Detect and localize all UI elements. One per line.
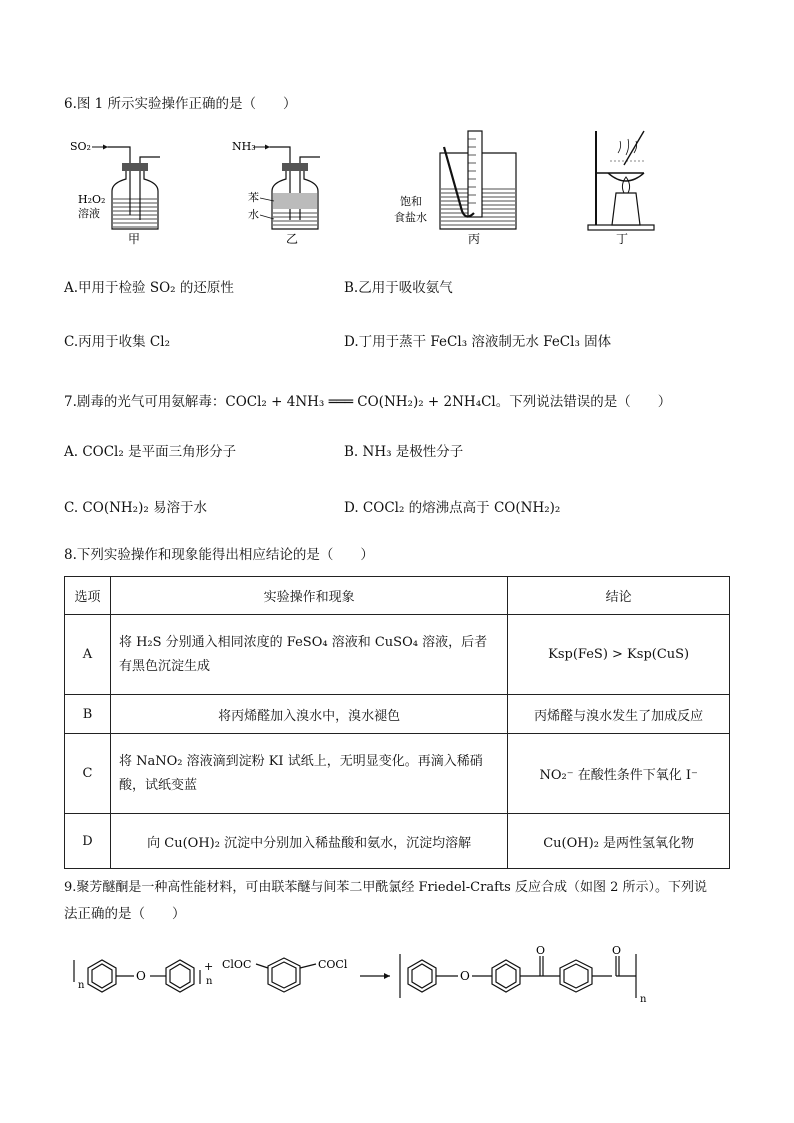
header-conclusion: 结论 bbox=[508, 577, 730, 615]
label-water: 水 bbox=[248, 208, 259, 221]
scheme-o3: O bbox=[536, 944, 546, 957]
row-conclusion: Ksp(FeS) > Ksp(CuS) bbox=[508, 615, 730, 695]
row-option: B bbox=[65, 695, 111, 734]
apparatus-ding bbox=[588, 131, 654, 246]
table-row bbox=[65, 814, 730, 869]
apparatus-yi bbox=[232, 140, 320, 246]
q9-reaction-scheme bbox=[64, 940, 664, 1010]
table-row bbox=[65, 734, 730, 814]
label-h2o2: H₂O₂ bbox=[78, 193, 106, 206]
label-ding: 丁 bbox=[616, 232, 629, 246]
row-conclusion: 丙烯醛与溴水发生了加成反应 bbox=[508, 695, 730, 734]
scheme-cocl: COCl bbox=[318, 958, 348, 971]
apparatus-jia bbox=[70, 140, 160, 246]
q6-stem: 6.图 1 所示实验操作正确的是（ ） bbox=[64, 96, 297, 112]
q6-option-a: A.甲用于检验 SO₂ 的还原性 bbox=[64, 280, 234, 296]
label-yi: 乙 bbox=[286, 232, 299, 246]
scheme-cloc: ClOC bbox=[222, 958, 252, 971]
q6-option-d: D.丁用于蒸干 FeCl₃ 溶液制无水 FeCl₃ 固体 bbox=[344, 334, 612, 350]
label-saturated: 饱和 bbox=[400, 195, 422, 208]
scheme-n2: n bbox=[206, 976, 213, 987]
q7-option-a: A. COCl₂ 是平面三角形分子 bbox=[64, 444, 237, 460]
q7-option-d: D. COCl₂ 的熔沸点高于 CO(NH₂)₂ bbox=[344, 500, 561, 516]
label-benzene: 苯 bbox=[248, 191, 259, 204]
row-option: D bbox=[65, 814, 111, 869]
scheme-plus: + bbox=[204, 960, 214, 973]
table-row bbox=[65, 695, 730, 734]
scheme-o1: O bbox=[136, 969, 146, 983]
q6-option-c: C.丙用于收集 Cl₂ bbox=[64, 334, 170, 350]
row-operation: 将 NaNO₂ 溶液滴到淀粉 KI 试纸上，无明显变化。再滴入稀硝酸，试纸变蓝 bbox=[110, 734, 507, 814]
q6-apparatus-figure bbox=[64, 125, 684, 250]
row-operation: 将 H₂S 分别通入相同浓度的 FeSO₄ 溶液和 CuSO₄ 溶液，后者有黑色沉淀生成 bbox=[110, 615, 507, 695]
apparatus-bing bbox=[394, 131, 516, 246]
table-row bbox=[65, 615, 730, 695]
label-bing: 丙 bbox=[468, 232, 481, 246]
scheme-n1: n bbox=[78, 980, 85, 991]
label-brine: 食盐水 bbox=[394, 211, 427, 224]
header-operation: 实验操作和现象 bbox=[110, 577, 507, 615]
q9-stem-line1: 9.聚芳醚酮是一种高性能材料，可由联苯醚与间苯二甲酰氯经 Friedel-Crafts 反应合成（如图 2 所示）。下列说 bbox=[64, 880, 707, 895]
q9-stem-line2: 法正确的是（ ） bbox=[64, 906, 186, 922]
q6-option-b: B.乙用于吸收氨气 bbox=[344, 280, 453, 296]
q7-stem: 7.剧毒的光气可用氨解毒：COCl₂ + 4NH₃ ═══ CO(NH₂)₂ + 2NH₄Cl。下列说法错误的是（ ） bbox=[64, 394, 672, 410]
label-nh3: NH₃ bbox=[232, 140, 256, 153]
scheme-o4: O bbox=[612, 944, 622, 957]
label-jia: 甲 bbox=[128, 232, 141, 246]
row-option: C bbox=[65, 734, 111, 814]
row-operation: 向 Cu(OH)₂ 沉淀中分别加入稀盐酸和氨水，沉淀均溶解 bbox=[110, 814, 507, 869]
header-option: 选项 bbox=[65, 577, 111, 615]
q7-option-c: C. CO(NH₂)₂ 易溶于水 bbox=[64, 500, 208, 516]
scheme-n3: n bbox=[640, 994, 647, 1005]
label-so2: SO₂ bbox=[70, 140, 91, 153]
label-solution: 溶液 bbox=[78, 207, 100, 220]
q8-stem: 8.下列实验操作和现象能得出相应结论的是（ ） bbox=[64, 547, 374, 563]
scheme-o2: O bbox=[460, 969, 470, 983]
q8-table bbox=[64, 576, 730, 869]
row-conclusion: Cu(OH)₂ 是两性氢氧化物 bbox=[508, 814, 730, 869]
row-operation: 将丙烯醛加入溴水中，溴水褪色 bbox=[110, 695, 507, 734]
table-header-row bbox=[65, 577, 730, 615]
row-option: A bbox=[65, 615, 111, 695]
row-conclusion: NO₂⁻ 在酸性条件下氧化 I⁻ bbox=[508, 734, 730, 814]
q7-option-b: B. NH₃ 是极性分子 bbox=[344, 444, 464, 460]
